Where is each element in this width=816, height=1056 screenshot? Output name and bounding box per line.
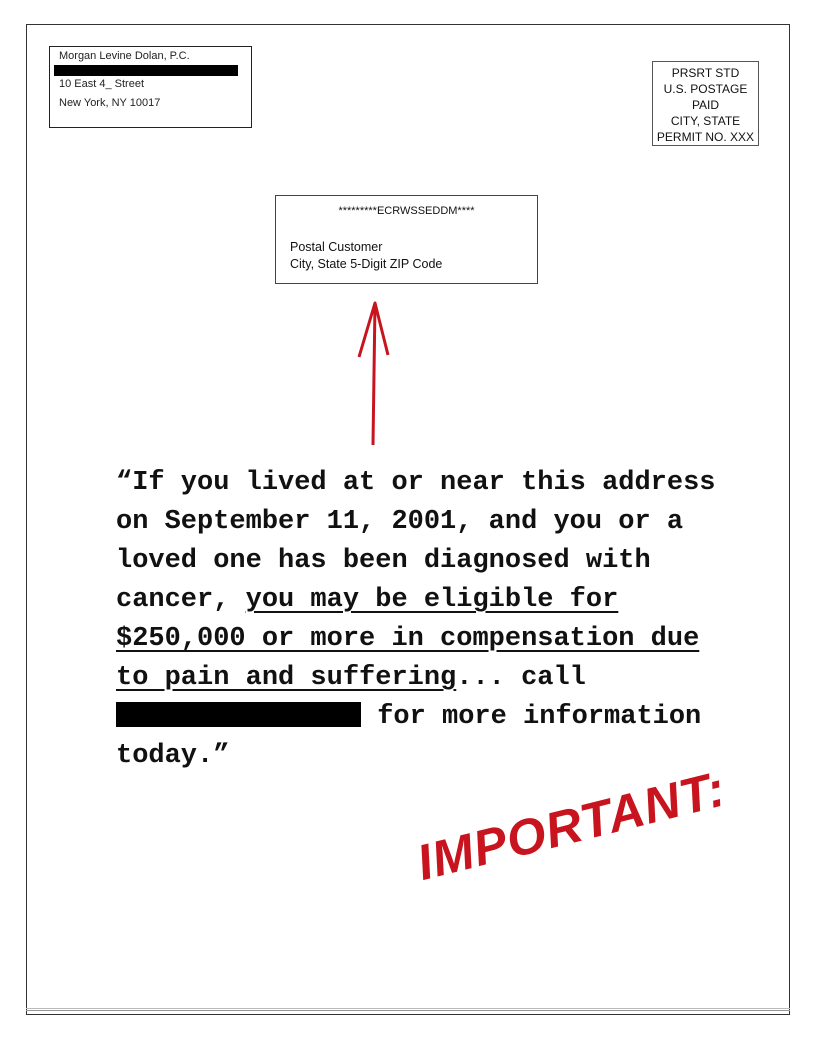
- postage-line: PERMIT NO. XXX: [656, 130, 755, 144]
- postage-line: PRSRT STD: [671, 66, 740, 80]
- postage-line: CITY, STATE: [670, 114, 741, 128]
- important-stamp: IMPORTANT:: [411, 760, 732, 891]
- redacted-phone: [116, 702, 361, 727]
- return-address-line1: Morgan Levine Dolan, P.C.: [59, 50, 190, 62]
- recipient-city: City, State 5-Digit ZIP Code: [290, 257, 443, 271]
- recipient-name: Postal Customer: [290, 240, 383, 254]
- return-address-line2: 10 East 4_ Street: [59, 78, 144, 90]
- postage-line: PAID: [691, 98, 720, 112]
- return-address-box: [49, 46, 252, 128]
- message-part1: “If you lived at or near this address on September 11, 2001, and you or a loved one has been diagnosed with cancer,: [116, 468, 716, 615]
- redaction-bar: [54, 65, 238, 76]
- postage-indicia: [652, 61, 759, 146]
- message-underlined: you may be eligible for $250,000 or more in compensation due to pain and suffering: [116, 585, 700, 693]
- message-part3: for more information today.”: [116, 702, 702, 771]
- mail-route-code: *********ECRWSSEDDM****: [338, 205, 475, 217]
- page-bottom-divider: [26, 1008, 790, 1011]
- message-part2: ... call: [456, 663, 586, 693]
- recipient-address-box: [275, 195, 538, 284]
- postage-line: U.S. POSTAGE: [663, 82, 748, 96]
- message-text: [116, 464, 716, 776]
- return-address-line3: New York, NY 10017: [59, 97, 161, 109]
- red-arrow-icon: [350, 295, 400, 450]
